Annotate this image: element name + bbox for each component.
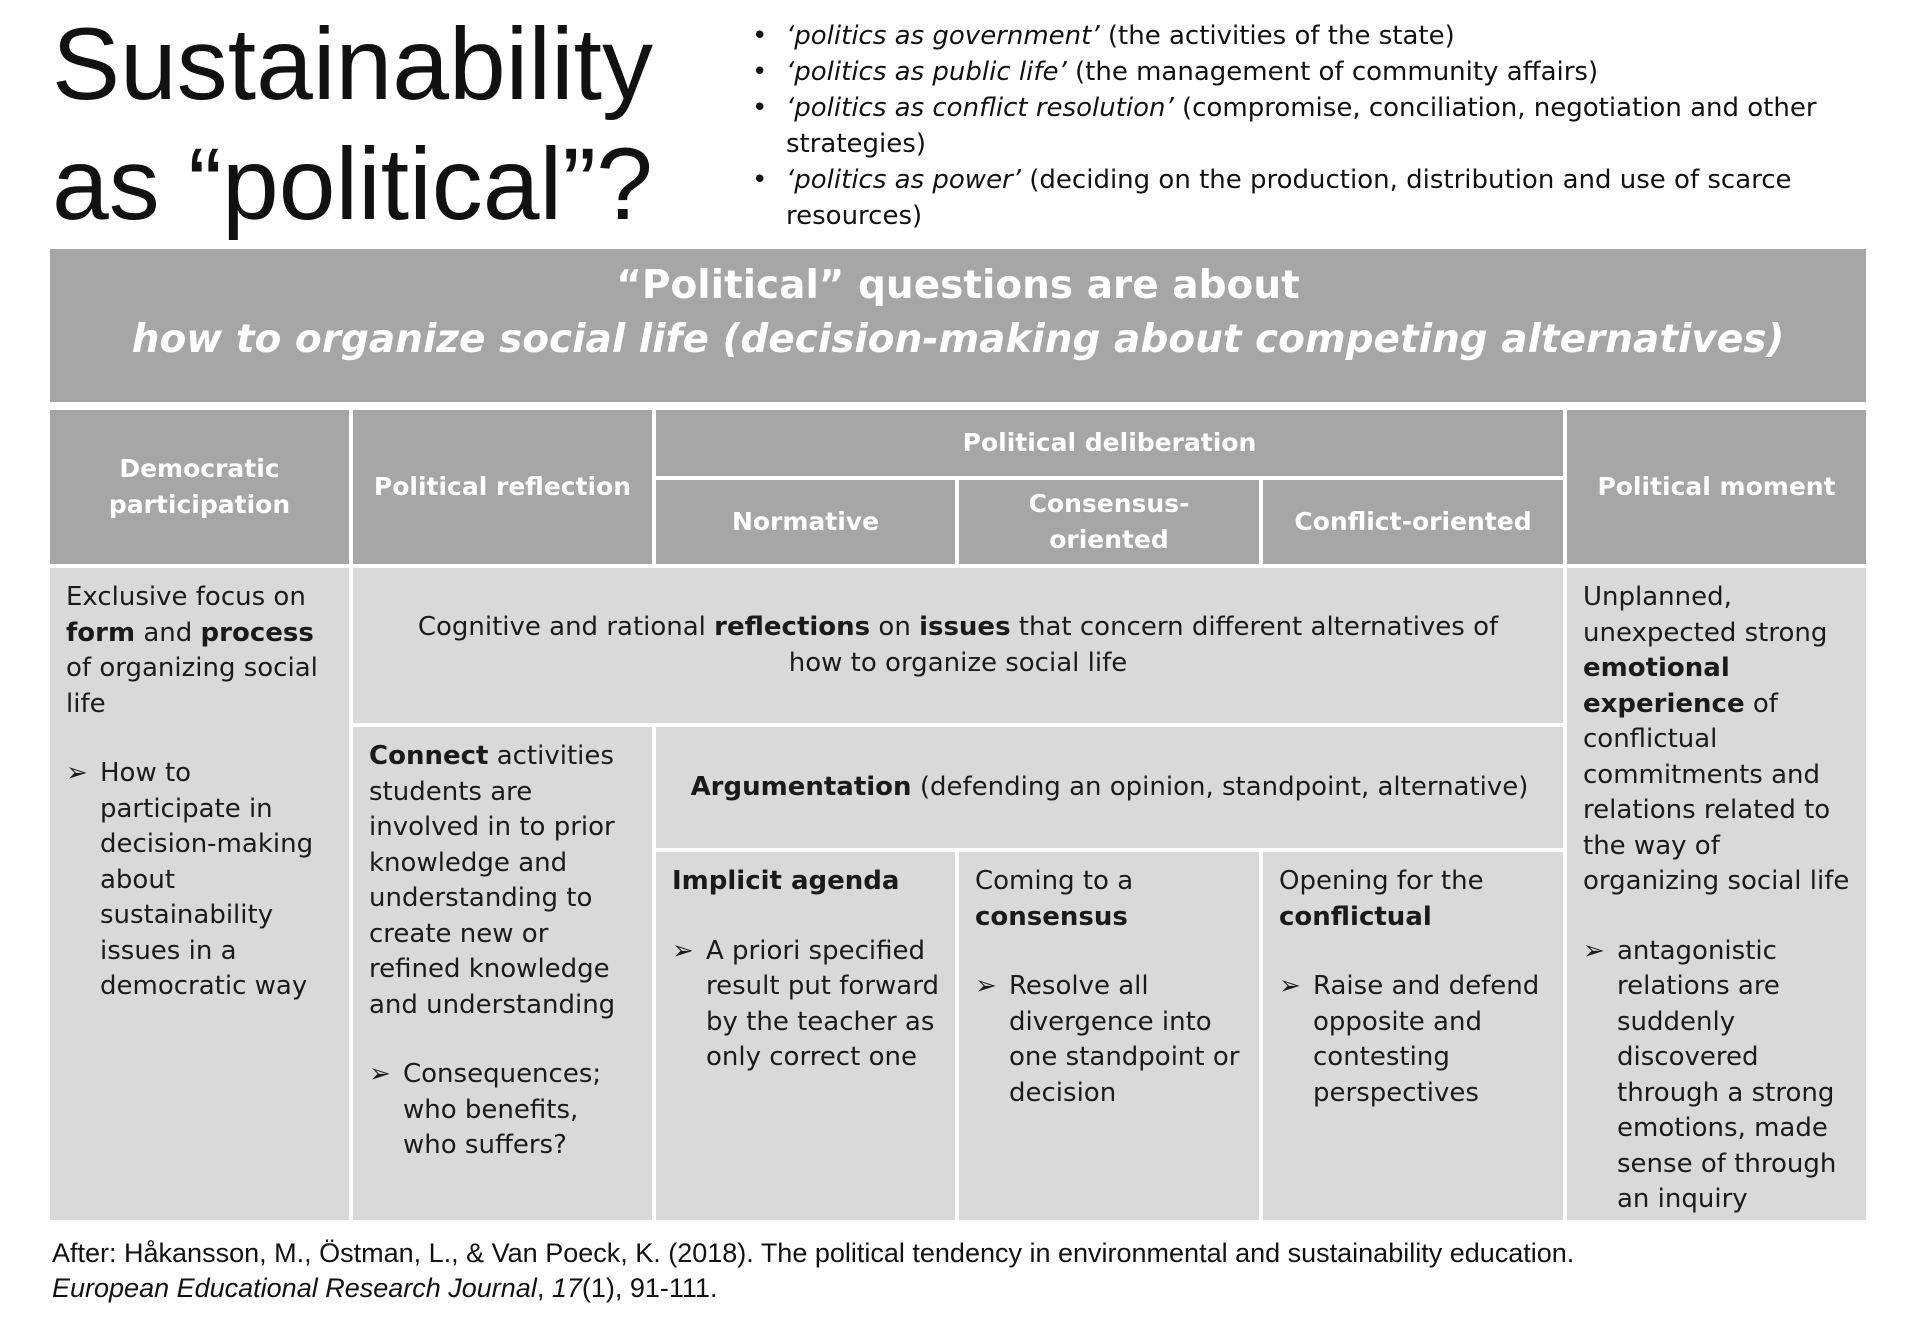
page-title: [52, 4, 653, 244]
conflict-bullet: ➢ Raise and defend opposite and contesting perspectives: [1279, 969, 1547, 1111]
consensus-bullet: ➢ Resolve all divergence into one standpoint or decision: [975, 969, 1243, 1111]
argumentation-cell: [656, 727, 1563, 848]
journal-volume: 17: [551, 1273, 582, 1303]
conflict-title: Opening for the conflictual: [1279, 866, 1484, 932]
banner-line-1: “Political” questions are about: [616, 263, 1300, 308]
consensus-title: Coming to a consensus: [975, 866, 1134, 932]
connect-cell: [353, 727, 652, 1220]
consensus-cell: [959, 852, 1259, 1220]
arrow-bullet-icon: ➢: [66, 758, 88, 788]
definition-item: • ‘politics as power’ (deciding on the production, distribution and use of scarce resources): [752, 162, 1872, 234]
definition-item: • ‘politics as government’ (the activities of the state): [752, 18, 1872, 54]
reflections-cell: [353, 568, 1563, 723]
political-moment-cell: [1567, 568, 1866, 1220]
conflict-cell: [1263, 852, 1563, 1220]
connect-bullet: ➢ Consequences; who benefits, who suffers?: [369, 1057, 636, 1164]
political-questions-banner: [50, 249, 1866, 402]
arrow-bullet-icon: ➢: [672, 935, 694, 966]
democratic-description: Exclusive focus on form and process of organizing social life: [66, 582, 318, 719]
title-line-2: as “political”?: [52, 127, 653, 241]
normative-bullet: ➢ A priori specified result put forward by the teacher as only correct one: [672, 934, 939, 1076]
header-political-reflection: Political reflection: [353, 410, 652, 564]
banner-line-2: how to organize social life (decision-making about competing alternatives): [131, 317, 1785, 362]
header-political-deliberation: Political deliberation: [656, 410, 1563, 476]
arrow-bullet-icon: ➢: [1279, 971, 1301, 1001]
normative-cell: [656, 852, 955, 1220]
header-conflict-oriented: Conflict-oriented: [1263, 480, 1563, 564]
reflections-description: Cognitive and rational reflections on issues that concern different alternatives of how to organize social life: [417, 612, 1499, 678]
argumentation-description: Argumentation (defending an opinion, standpoint, alternative): [690, 771, 1529, 802]
moment-bullet: ➢ antagonistic relations are suddenly discovered through a strong emotions, made sense of through an inquiry: [1583, 934, 1850, 1218]
title-line-1: Sustainability: [52, 7, 653, 121]
arrow-bullet-icon: ➢: [975, 971, 997, 1001]
header-democratic-participation: Democratic participation: [50, 410, 349, 564]
arrow-bullet-icon: ➢: [369, 1059, 391, 1089]
journal-name: European Educational Research Journal: [52, 1273, 537, 1303]
normative-title: Implicit agenda: [672, 866, 900, 896]
moment-description: Unplanned, unexpected strong emotional experience of conflictual commitments and relations related to the way of organizing social life: [1583, 582, 1850, 896]
democratic-bullet: ➢ How to participate in decision-making about sustainability issues in a democratic way: [66, 756, 333, 1005]
header-consensus-oriented: Consensus-oriented: [959, 480, 1259, 564]
header-normative: Normative: [656, 480, 955, 564]
definition-item: • ‘politics as public life’ (the management of community affairs): [752, 54, 1872, 90]
politics-definitions-list: [752, 18, 1872, 234]
democratic-participation-cell: [50, 568, 349, 1220]
citation: After: Håkansson, M., Östman, L., & Van Poeck, K. (2018). The political tendency in environmental and sustainability education. European Educational Research Journal, 17(1), 91-111.: [52, 1238, 1575, 1303]
header-political-moment: Political moment: [1567, 410, 1866, 564]
definition-item: • ‘politics as conflict resolution’ (compromise, conciliation, negotiation and other strategies): [752, 90, 1872, 162]
arrow-bullet-icon: ➢: [1583, 935, 1605, 966]
connect-description: Connect activities students are involved in to prior knowledge and understanding to create new or refined knowledge and understanding: [369, 741, 616, 1020]
